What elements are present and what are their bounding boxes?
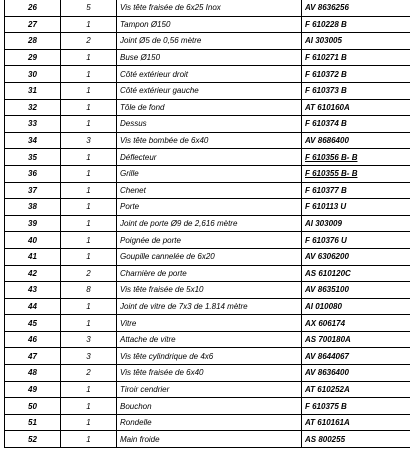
part-number-cell: 49 [5,381,61,398]
reference-cell: F 610372 B [302,66,410,83]
reference-cell: F 610377 B [302,182,410,199]
reference-cell: F 610113 U [302,199,410,216]
part-number-cell: 42 [5,265,61,282]
part-number-cell: 27 [5,16,61,33]
part-number-cell: 35 [5,149,61,166]
part-number-cell: 40 [5,232,61,249]
table-row [5,381,410,398]
part-number-cell: 46 [5,331,61,348]
quantity-cell: 1 [61,66,117,83]
reference-cell: AT 610252A [302,381,410,398]
description-cell: Côté extérieur droit [117,66,302,83]
part-number-cell: 36 [5,165,61,182]
reference-cell: AS 800255 [302,431,410,448]
description-cell: Déflecteur [117,149,302,166]
quantity-cell: 1 [61,232,117,249]
table-row [5,414,410,431]
reference-cell: AV 8644067 [302,348,410,365]
part-number-cell: 45 [5,315,61,332]
quantity-cell: 3 [61,348,117,365]
part-number-cell: 29 [5,49,61,66]
reference-cell: F 610373 B [302,82,410,99]
part-number-cell: 30 [5,66,61,83]
table-row [5,331,410,348]
table-row [5,132,410,149]
reference-cell: AI 303005 [302,33,410,50]
quantity-cell: 2 [61,33,117,50]
reference-cell: F 610355 B- B [302,165,410,182]
description-cell: Bouchon [117,398,302,415]
table-row [5,265,410,282]
quantity-cell: 1 [61,182,117,199]
description-cell: Goupille cannelée de 6x20 [117,248,302,265]
part-number-cell: 51 [5,414,61,431]
quantity-cell: 1 [61,398,117,415]
part-number-cell: 33 [5,116,61,133]
reference-cell: F 610376 U [302,232,410,249]
quantity-cell: 1 [61,116,117,133]
table-row [5,99,410,116]
part-number-cell: 44 [5,298,61,315]
description-cell: Porte [117,199,302,216]
table-row [5,165,410,182]
description-cell: Joint Ø5 de 0,56 mètre [117,33,302,50]
description-cell: Vis tête fraisée de 6x25 Inox [117,0,302,16]
quantity-cell: 1 [61,16,117,33]
description-cell: Chenet [117,182,302,199]
table-row [5,398,410,415]
part-number-cell: 43 [5,282,61,299]
reference-cell: AV 8635100 [302,282,410,299]
part-number-cell: 52 [5,431,61,448]
reference-cell: F 610271 B [302,49,410,66]
description-cell: Vitre [117,315,302,332]
description-cell: Tôle de fond [117,99,302,116]
description-cell: Dessus [117,116,302,133]
reference-cell: AV 8636400 [302,365,410,382]
part-number-cell: 32 [5,99,61,116]
part-number-cell: 31 [5,82,61,99]
reference-cell: F 610356 B- B [302,149,410,166]
reference-cell: F 610374 B [302,116,410,133]
description-cell: Charnière de porte [117,265,302,282]
description-cell: Rondelle [117,414,302,431]
description-cell: Tampon Ø150 [117,16,302,33]
reference-cell: AV 6306200 [302,248,410,265]
quantity-cell: 1 [61,82,117,99]
quantity-cell: 3 [61,132,117,149]
table-row [5,365,410,382]
reference-cell: AS 700180A [302,331,410,348]
part-number-cell: 37 [5,182,61,199]
quantity-cell: 8 [61,282,117,299]
quantity-cell: 2 [61,265,117,282]
table-row [5,33,410,50]
reference-cell: F 610228 B [302,16,410,33]
description-cell: Attache de vitre [117,331,302,348]
table-row [5,149,410,166]
quantity-cell: 1 [61,149,117,166]
description-cell: Poignée de porte [117,232,302,249]
table-row [5,232,410,249]
reference-cell: AT 610161A [302,414,410,431]
description-cell: Joint de vitre de 7x3 de 1.814 mètre [117,298,302,315]
reference-cell: AX 606174 [302,315,410,332]
part-number-cell: 34 [5,132,61,149]
quantity-cell: 1 [61,49,117,66]
description-cell: Buse Ø150 [117,49,302,66]
table-row [5,16,410,33]
table-row [5,248,410,265]
part-number-cell: 47 [5,348,61,365]
part-number-cell: 41 [5,248,61,265]
part-number-cell: 38 [5,199,61,216]
part-number-cell: 39 [5,215,61,232]
quantity-cell: 3 [61,331,117,348]
quantity-cell: 5 [61,0,117,16]
part-number-cell: 48 [5,365,61,382]
description-cell: Grille [117,165,302,182]
description-cell: Vis tête fraisée de 6x40 [117,365,302,382]
reference-cell: AI 010080 [302,298,410,315]
table-row [5,431,410,448]
description-cell: Joint de porte Ø9 de 2,616 mètre [117,215,302,232]
table-row [5,49,410,66]
reference-cell: AI 303009 [302,215,410,232]
description-cell: Vis tête cylindrique de 4x6 [117,348,302,365]
quantity-cell: 1 [61,315,117,332]
description-cell: Vis tête bombée de 6x40 [117,132,302,149]
table-row [5,215,410,232]
quantity-cell: 1 [61,414,117,431]
table-row [5,182,410,199]
quantity-cell: 1 [61,215,117,232]
reference-cell: AV 8636256 [302,0,410,16]
part-number-cell: 50 [5,398,61,415]
table-row [5,199,410,216]
table-row [5,82,410,99]
description-cell: Vis tête fraisée de 5x10 [117,282,302,299]
part-number-cell: 26 [5,0,61,16]
table-row [5,116,410,133]
table-row [5,298,410,315]
quantity-cell: 1 [61,99,117,116]
quantity-cell: 1 [61,381,117,398]
quantity-cell: 1 [61,298,117,315]
reference-cell: F 610375 B [302,398,410,415]
table-row [5,315,410,332]
description-cell: Main froide [117,431,302,448]
quantity-cell: 2 [61,365,117,382]
part-number-cell: 28 [5,33,61,50]
description-cell: Côté extérieur gauche [117,82,302,99]
quantity-cell: 1 [61,431,117,448]
reference-cell: AV 8686400 [302,132,410,149]
quantity-cell: 1 [61,199,117,216]
table-row [5,348,410,365]
quantity-cell: 1 [61,248,117,265]
parts-table [4,0,410,448]
reference-cell: AS 610120C [302,265,410,282]
description-cell: Tiroir cendrier [117,381,302,398]
quantity-cell: 1 [61,165,117,182]
table-row [5,0,410,16]
table-row [5,282,410,299]
reference-cell: AT 610160A [302,99,410,116]
table-row [5,66,410,83]
parts-table-body [5,0,410,448]
